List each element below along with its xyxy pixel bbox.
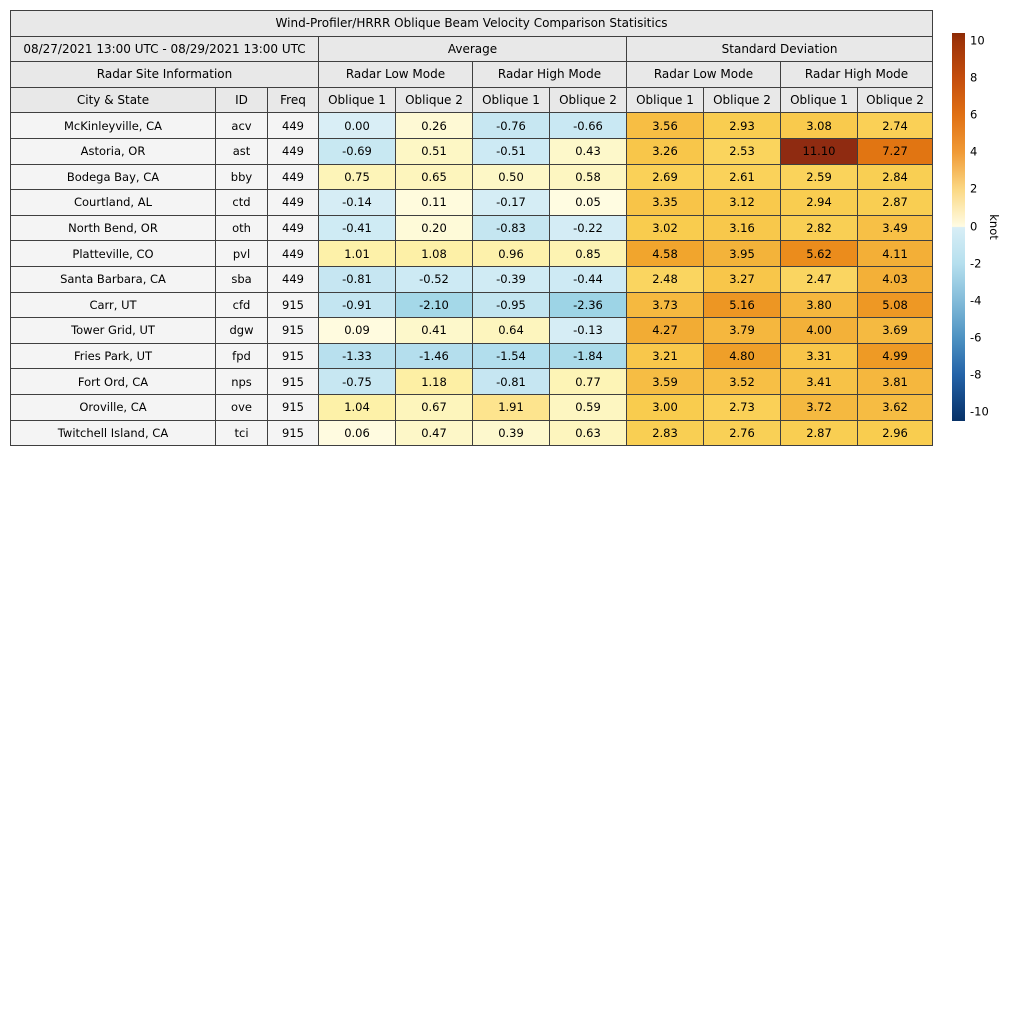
value-cell: 2.59 (781, 164, 858, 190)
value-cell: 3.80 (781, 292, 858, 318)
freq-header: Freq (268, 87, 319, 113)
table-row (11, 138, 933, 164)
colorbar-tick-label: -4 (970, 292, 982, 307)
city-state-cell: Courtland, AL (11, 190, 216, 216)
colorbar-tick-label: 2 (970, 181, 978, 196)
freq-cell: 915 (268, 394, 319, 420)
value-cell: 0.43 (550, 138, 627, 164)
value-cell: 2.74 (858, 113, 933, 139)
avg-low-mode-header: Radar Low Mode (319, 62, 473, 88)
value-cell: 3.49 (858, 215, 933, 241)
value-cell: 0.51 (396, 138, 473, 164)
site-id-cell: nps (216, 369, 268, 395)
value-cell: 2.47 (781, 266, 858, 292)
value-cell: 3.16 (704, 215, 781, 241)
value-cell: 3.52 (704, 369, 781, 395)
value-cell: 2.73 (704, 394, 781, 420)
value-cell: 0.64 (473, 318, 550, 344)
avg-high-mode-header: Radar High Mode (473, 62, 627, 88)
freq-cell: 915 (268, 318, 319, 344)
value-cell: 0.11 (396, 190, 473, 216)
oblique1-header: Oblique 1 (473, 87, 550, 113)
value-cell: -1.33 (319, 343, 396, 369)
value-cell: -1.46 (396, 343, 473, 369)
city-state-header: City & State (11, 87, 216, 113)
value-cell: 0.06 (319, 420, 396, 446)
value-cell: 2.84 (858, 164, 933, 190)
value-cell: 4.11 (858, 241, 933, 267)
value-cell: 2.48 (627, 266, 704, 292)
oblique1-header: Oblique 1 (781, 87, 858, 113)
value-cell: 2.94 (781, 190, 858, 216)
value-cell: 3.02 (627, 215, 704, 241)
value-cell: 11.10 (781, 138, 858, 164)
freq-cell: 915 (268, 420, 319, 446)
value-cell: 3.56 (627, 113, 704, 139)
value-cell: -0.75 (319, 369, 396, 395)
table-row (11, 190, 933, 216)
value-cell: -2.10 (396, 292, 473, 318)
value-cell: -0.14 (319, 190, 396, 216)
value-cell: -0.52 (396, 266, 473, 292)
city-state-cell: Oroville, CA (11, 394, 216, 420)
value-cell: 3.59 (627, 369, 704, 395)
value-cell: 0.05 (550, 190, 627, 216)
freq-cell: 449 (268, 241, 319, 267)
freq-cell: 449 (268, 266, 319, 292)
value-cell: 0.85 (550, 241, 627, 267)
title-row (11, 11, 933, 37)
table-row (11, 266, 933, 292)
value-cell: 0.41 (396, 318, 473, 344)
city-state-cell: Twitchell Island, CA (11, 420, 216, 446)
oblique2-header: Oblique 2 (858, 87, 933, 113)
value-cell: 0.09 (319, 318, 396, 344)
oblique1-header: Oblique 1 (627, 87, 704, 113)
value-cell: 0.59 (550, 394, 627, 420)
colorbar-gradient (952, 33, 965, 421)
value-cell: 2.87 (858, 190, 933, 216)
value-cell: 5.62 (781, 241, 858, 267)
value-cell: -0.17 (473, 190, 550, 216)
site-id-cell: acv (216, 113, 268, 139)
value-cell: 1.91 (473, 394, 550, 420)
colorbar-tick-label: 6 (970, 107, 978, 122)
value-cell: 1.08 (396, 241, 473, 267)
site-id-cell: ctd (216, 190, 268, 216)
value-cell: -0.22 (550, 215, 627, 241)
value-cell: -1.84 (550, 343, 627, 369)
value-cell: -0.13 (550, 318, 627, 344)
freq-cell: 449 (268, 138, 319, 164)
value-cell: 0.00 (319, 113, 396, 139)
oblique2-header: Oblique 2 (550, 87, 627, 113)
mode-header-row (11, 62, 933, 88)
value-cell: 5.16 (704, 292, 781, 318)
value-cell: 3.41 (781, 369, 858, 395)
site-id-cell: sba (216, 266, 268, 292)
value-cell: -0.91 (319, 292, 396, 318)
value-cell: 2.82 (781, 215, 858, 241)
colorbar-tick-label: 4 (970, 144, 978, 159)
value-cell: 3.26 (627, 138, 704, 164)
city-state-cell: Platteville, CO (11, 241, 216, 267)
city-state-cell: North Bend, OR (11, 215, 216, 241)
colorbar-tick-label: 10 (970, 33, 985, 48)
value-cell: 0.20 (396, 215, 473, 241)
value-cell: 2.93 (704, 113, 781, 139)
value-cell: 0.58 (550, 164, 627, 190)
table-row (11, 420, 933, 446)
value-cell: 0.50 (473, 164, 550, 190)
city-state-cell: Fries Park, UT (11, 343, 216, 369)
table-row (11, 343, 933, 369)
value-cell: 4.00 (781, 318, 858, 344)
table-row (11, 318, 933, 344)
colorbar-tick-label: -10 (970, 404, 989, 419)
city-state-cell: McKinleyville, CA (11, 113, 216, 139)
std-low-mode-header: Radar Low Mode (627, 62, 781, 88)
value-cell: 3.79 (704, 318, 781, 344)
colorbar (952, 33, 1024, 421)
value-cell: 2.87 (781, 420, 858, 446)
value-cell: -0.81 (319, 266, 396, 292)
value-cell: 0.77 (550, 369, 627, 395)
colorbar-tick-label: -8 (970, 367, 982, 382)
site-id-cell: fpd (216, 343, 268, 369)
value-cell: 3.81 (858, 369, 933, 395)
value-cell: 4.03 (858, 266, 933, 292)
value-cell: 3.08 (781, 113, 858, 139)
value-cell: -0.41 (319, 215, 396, 241)
value-cell: -0.44 (550, 266, 627, 292)
value-cell: -0.69 (319, 138, 396, 164)
value-cell: -0.76 (473, 113, 550, 139)
value-cell: 3.27 (704, 266, 781, 292)
value-cell: -0.83 (473, 215, 550, 241)
freq-cell: 449 (268, 215, 319, 241)
value-cell: 3.12 (704, 190, 781, 216)
value-cell: 0.26 (396, 113, 473, 139)
value-cell: 3.95 (704, 241, 781, 267)
value-cell: 3.73 (627, 292, 704, 318)
colorbar-unit-label: knot (987, 214, 1001, 240)
colorbar-tick-label: 0 (970, 218, 978, 233)
value-cell: 4.99 (858, 343, 933, 369)
city-state-cell: Santa Barbara, CA (11, 266, 216, 292)
value-cell: -0.81 (473, 369, 550, 395)
group-header-std-deviation: Standard Deviation (627, 36, 933, 62)
freq-cell: 915 (268, 343, 319, 369)
table-row (11, 164, 933, 190)
site-id-cell: pvl (216, 241, 268, 267)
std-high-mode-header: Radar High Mode (781, 62, 933, 88)
colorbar-tick-label: 8 (970, 70, 978, 85)
value-cell: 2.83 (627, 420, 704, 446)
value-cell: 5.08 (858, 292, 933, 318)
value-cell: 1.01 (319, 241, 396, 267)
colorbar-tick-label: -6 (970, 330, 982, 345)
site-id-cell: dgw (216, 318, 268, 344)
value-cell: 3.00 (627, 394, 704, 420)
value-cell: -0.95 (473, 292, 550, 318)
date-range: 08/27/2021 13:00 UTC - 08/29/2021 13:00 UTC (11, 36, 319, 62)
value-cell: 0.47 (396, 420, 473, 446)
value-cell: 0.39 (473, 420, 550, 446)
value-cell: 3.31 (781, 343, 858, 369)
table-row (11, 394, 933, 420)
site-id-cell: ove (216, 394, 268, 420)
column-header-row (11, 87, 933, 113)
oblique2-header: Oblique 2 (704, 87, 781, 113)
table-title: Wind-Profiler/HRRR Oblique Beam Velocity Comparison Statisitics (11, 11, 933, 37)
value-cell: 7.27 (858, 138, 933, 164)
value-cell: 4.80 (704, 343, 781, 369)
id-header: ID (216, 87, 268, 113)
value-cell: 3.62 (858, 394, 933, 420)
value-cell: 4.58 (627, 241, 704, 267)
value-cell: 2.69 (627, 164, 704, 190)
value-cell: -0.66 (550, 113, 627, 139)
city-state-cell: Tower Grid, UT (11, 318, 216, 344)
statistics-table (10, 10, 933, 446)
value-cell: 3.21 (627, 343, 704, 369)
radar-site-info-header: Radar Site Information (11, 62, 319, 88)
group-header-row (11, 36, 933, 62)
site-id-cell: bby (216, 164, 268, 190)
value-cell: -1.54 (473, 343, 550, 369)
site-id-cell: ast (216, 138, 268, 164)
group-header-average: Average (319, 36, 627, 62)
site-id-cell: tci (216, 420, 268, 446)
value-cell: -0.39 (473, 266, 550, 292)
value-cell: 4.27 (627, 318, 704, 344)
colorbar-tick-label: -2 (970, 255, 982, 270)
oblique2-header: Oblique 2 (396, 87, 473, 113)
value-cell: 0.96 (473, 241, 550, 267)
freq-cell: 449 (268, 190, 319, 216)
table-row (11, 113, 933, 139)
value-cell: 3.72 (781, 394, 858, 420)
value-cell: 3.69 (858, 318, 933, 344)
value-cell: 0.65 (396, 164, 473, 190)
table-row (11, 292, 933, 318)
freq-cell: 449 (268, 164, 319, 190)
value-cell: -2.36 (550, 292, 627, 318)
value-cell: 3.35 (627, 190, 704, 216)
value-cell: 2.61 (704, 164, 781, 190)
freq-cell: 915 (268, 369, 319, 395)
freq-cell: 449 (268, 113, 319, 139)
value-cell: 0.63 (550, 420, 627, 446)
site-id-cell: cfd (216, 292, 268, 318)
value-cell: 2.96 (858, 420, 933, 446)
site-id-cell: oth (216, 215, 268, 241)
table-row (11, 215, 933, 241)
value-cell: 2.53 (704, 138, 781, 164)
value-cell: 0.67 (396, 394, 473, 420)
city-state-cell: Astoria, OR (11, 138, 216, 164)
city-state-cell: Fort Ord, CA (11, 369, 216, 395)
oblique1-header: Oblique 1 (319, 87, 396, 113)
table-row (11, 369, 933, 395)
value-cell: 2.76 (704, 420, 781, 446)
table-row (11, 241, 933, 267)
city-state-cell: Carr, UT (11, 292, 216, 318)
value-cell: 1.04 (319, 394, 396, 420)
city-state-cell: Bodega Bay, CA (11, 164, 216, 190)
freq-cell: 915 (268, 292, 319, 318)
value-cell: -0.51 (473, 138, 550, 164)
value-cell: 0.75 (319, 164, 396, 190)
value-cell: 1.18 (396, 369, 473, 395)
